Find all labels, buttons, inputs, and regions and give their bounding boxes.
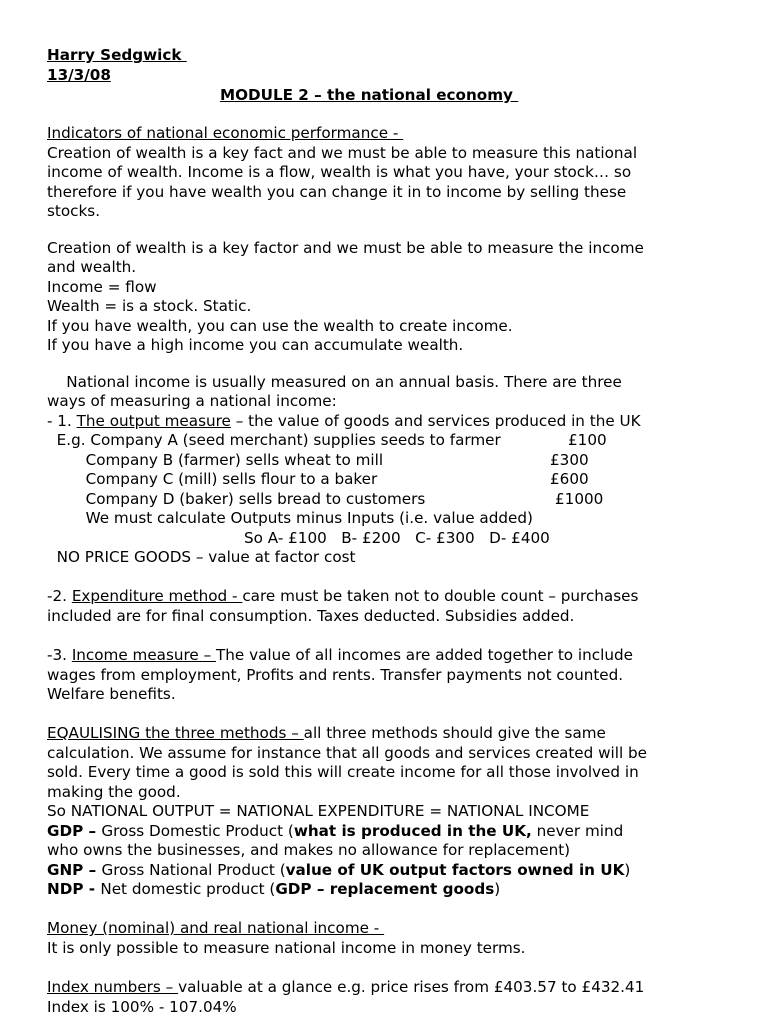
paragraph-line: included are for final consumption. Taxes deducted. Subsidies added.: [47, 607, 575, 625]
money-heading: Money (nominal) and real national income -: [47, 919, 385, 937]
example-amount: £300: [550, 451, 589, 469]
paragraph-line: It is only possible to measure national income in money terms.: [47, 939, 526, 957]
paragraph-line: Creation of wealth is a key factor and we must be able to measure the income: [47, 239, 644, 257]
paragraph-line: National income is usually measured on an annual basis. There are three: [47, 373, 622, 391]
paragraph-line: wages from employment, Profits and rents. Transfer payments not counted.: [47, 666, 624, 684]
value-added-result: So A- £100 B- £200 C- £300 D- £400: [244, 529, 550, 547]
paragraph-line: So NATIONAL OUTPUT = NATIONAL EXPENDITURE = NATIONAL INCOME: [47, 802, 590, 820]
example-line: Company C (mill) sells flour to a baker: [47, 470, 378, 488]
paragraph-line: sold. Every time a good is sold this will create income for all those involved in: [47, 763, 639, 781]
paragraph-line: If you have wealth, you can use the wealth to create income.: [47, 317, 513, 335]
output-measure-line: - 1. The output measure – the value of goods and services produced in the UK: [47, 412, 641, 430]
paragraph-line: therefore if you have wealth you can change it in to income by selling these: [47, 183, 627, 201]
example-line: Company D (baker) sells bread to customers: [47, 490, 426, 508]
calculation-line: We must calculate Outputs minus Inputs (i.e. value added): [47, 509, 533, 527]
paragraph-line: who owns the businesses, and makes no allowance for replacement): [47, 841, 571, 859]
example-amount: £1000: [555, 490, 604, 508]
paragraph-line: Wealth = is a stock. Static.: [47, 297, 252, 315]
paragraph-line: income of wealth. Income is a flow, wealth is what you have, your stock… so: [47, 163, 632, 181]
example-amount: £100: [568, 431, 607, 449]
document-date: 13/3/08: [47, 66, 111, 84]
author-name: Harry Sedgwick: [47, 46, 187, 64]
factor-cost-note: NO PRICE GOODS – value at factor cost: [47, 548, 356, 566]
paragraph-line: Welfare benefits.: [47, 685, 176, 703]
example-line: Company B (farmer) sells wheat to mill: [47, 451, 384, 469]
example-line: E.g. Company A (seed merchant) supplies seeds to farmer: [47, 431, 501, 449]
paragraph-line: Creation of wealth is a key fact and we must be able to measure this national: [47, 144, 638, 162]
income-measure-line: -3. Income measure – The value of all incomes are added together to include: [47, 646, 633, 664]
expenditure-method-line: -2. Expenditure method - care must be taken not to double count – purchases: [47, 587, 639, 605]
paragraph-line: stocks.: [47, 202, 101, 220]
example-amount: £600: [550, 470, 589, 488]
paragraph-line: If you have a high income you can accumulate wealth.: [47, 336, 464, 354]
module-title: MODULE 2 – the national economy: [220, 86, 519, 104]
indicators-heading: Indicators of national economic performance -: [47, 124, 404, 142]
paragraph-line: making the good.: [47, 783, 181, 801]
paragraph-line: ways of measuring a national income:: [47, 392, 337, 410]
paragraph-line: and wealth.: [47, 258, 137, 276]
index-numbers-line: Index numbers – valuable at a glance e.g. price rises from £403.57 to £432.41: [47, 978, 645, 996]
ndp-definition: NDP - Net domestic product (GDP – replacement goods): [47, 880, 501, 898]
paragraph-line: Income = flow: [47, 278, 157, 296]
equalising-heading-line: EQAULISING the three methods – all three methods should give the same: [47, 724, 606, 742]
gdp-definition: GDP – Gross Domestic Product (what is produced in the UK, never mind: [47, 822, 624, 840]
paragraph-line: Index is 100% - 107.04%: [47, 998, 237, 1016]
gnp-definition: GNP – Gross National Product (value of UK output factors owned in UK): [47, 861, 631, 879]
paragraph-line: calculation. We assume for instance that all goods and services created will be: [47, 744, 647, 762]
